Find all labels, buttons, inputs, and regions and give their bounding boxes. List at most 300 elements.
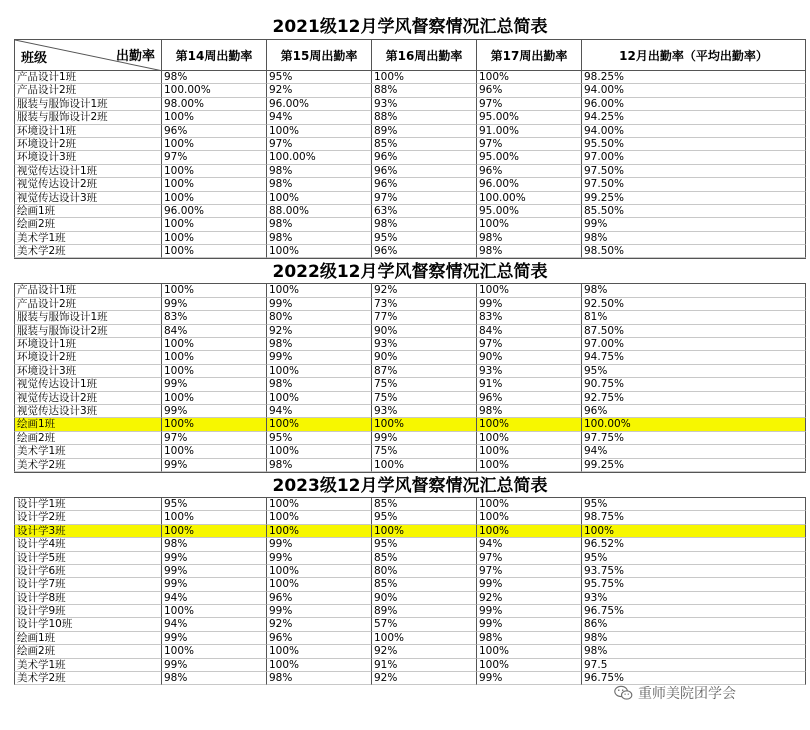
rate-cell: 100% — [162, 111, 267, 124]
class-name-cell: 环境设计1班 — [14, 125, 162, 138]
rate-cell: 99% — [267, 351, 372, 364]
rate-cell: 100.00% — [162, 84, 267, 97]
table-row — [14, 538, 806, 551]
rate-cell: 98.50% — [582, 245, 806, 258]
rate-cell: 90% — [477, 351, 582, 364]
rate-cell: 92% — [372, 645, 477, 658]
rate-cell: 97.5 — [582, 659, 806, 672]
rate-cell: 94% — [477, 538, 582, 551]
rate-cell: 73% — [372, 298, 477, 311]
class-name-cell: 产品设计1班 — [14, 284, 162, 297]
rate-cell: 96% — [582, 405, 806, 418]
rate-cell: 96% — [372, 245, 477, 258]
class-name-cell: 环境设计2班 — [14, 138, 162, 151]
rate-cell: 93.75% — [582, 565, 806, 578]
rate-cell: 100% — [477, 284, 582, 297]
rate-cell: 90.75% — [582, 378, 806, 391]
rate-cell: 100% — [267, 125, 372, 138]
rate-cell: 95% — [582, 552, 806, 565]
section-title: 2021级12月学风督察情况汇总简表 — [14, 14, 806, 40]
rate-cell: 84% — [162, 325, 267, 338]
rate-cell: 94% — [582, 445, 806, 458]
rate-cell: 100% — [162, 338, 267, 351]
class-name-cell: 绘画2班 — [14, 645, 162, 658]
rate-cell: 97.50% — [582, 165, 806, 178]
rate-cell: 100% — [162, 445, 267, 458]
rate-cell: 100% — [477, 432, 582, 445]
rate-cell: 96.00% — [582, 98, 806, 111]
rate-cell: 98% — [582, 284, 806, 297]
column-header: 第16周出勤率 — [372, 40, 477, 70]
rate-cell: 100% — [372, 71, 477, 84]
rate-cell: 98.00% — [162, 98, 267, 111]
rate-cell: 92% — [372, 672, 477, 685]
table-row — [14, 232, 806, 245]
class-name-cell: 环境设计1班 — [14, 338, 162, 351]
rate-cell: 100% — [477, 445, 582, 458]
rate-cell: 92% — [267, 618, 372, 631]
column-header: 12月出勤率（平均出勤率） — [582, 40, 806, 70]
table-row — [14, 511, 806, 524]
rate-cell: 99% — [267, 538, 372, 551]
class-name-cell: 设计学7班 — [14, 578, 162, 591]
rate-cell: 99% — [162, 298, 267, 311]
rate-cell: 75% — [372, 392, 477, 405]
rate-cell: 100% — [162, 284, 267, 297]
section-2023-rows — [14, 498, 806, 685]
rate-cell: 95% — [372, 511, 477, 524]
table-row — [14, 71, 806, 84]
table-row — [14, 632, 806, 645]
rate-cell: 100% — [162, 232, 267, 245]
table-row — [14, 205, 806, 218]
rate-cell: 95.00% — [477, 151, 582, 164]
table-row — [14, 218, 806, 231]
table-row — [14, 365, 806, 378]
rate-cell: 96.00% — [477, 178, 582, 191]
rate-cell: 100% — [582, 525, 806, 538]
rate-label: 出勤率 — [115, 49, 155, 64]
rate-cell: 99% — [477, 672, 582, 685]
table-row — [14, 618, 806, 631]
rate-cell: 97.00% — [582, 338, 806, 351]
table-row — [14, 405, 806, 418]
watermark — [614, 683, 736, 703]
rate-cell: 96% — [372, 151, 477, 164]
rate-cell: 98% — [582, 232, 806, 245]
rate-cell: 99% — [162, 552, 267, 565]
rate-cell: 98.25% — [582, 71, 806, 84]
rate-cell: 93% — [372, 405, 477, 418]
rate-cell: 98% — [267, 338, 372, 351]
rate-cell: 98% — [582, 632, 806, 645]
class-name-cell: 视觉传达设计2班 — [14, 178, 162, 191]
table-row — [14, 418, 806, 431]
rate-cell: 85% — [372, 498, 477, 511]
table-row — [14, 552, 806, 565]
rate-cell: 83% — [162, 311, 267, 324]
column-header: 第15周出勤率 — [267, 40, 372, 70]
rate-cell: 97% — [477, 98, 582, 111]
section-2021-rows — [14, 71, 806, 258]
rate-cell: 98% — [162, 672, 267, 685]
rate-cell: 96% — [267, 592, 372, 605]
rate-cell: 99% — [477, 298, 582, 311]
rate-cell: 92% — [477, 592, 582, 605]
rate-cell: 97% — [267, 138, 372, 151]
rate-cell: 98% — [582, 645, 806, 658]
table-row — [14, 125, 806, 138]
rate-cell: 95.00% — [477, 111, 582, 124]
rate-cell: 98% — [267, 232, 372, 245]
rate-cell: 98% — [162, 538, 267, 551]
class-name-cell: 服装与服饰设计1班 — [14, 98, 162, 111]
table-row — [14, 98, 806, 111]
class-name-cell: 设计学4班 — [14, 538, 162, 551]
rate-cell: 90% — [372, 351, 477, 364]
rate-cell: 100% — [162, 605, 267, 618]
attendance-sheet — [14, 14, 806, 685]
class-name-cell: 服装与服饰设计2班 — [14, 111, 162, 124]
rate-cell: 98% — [477, 405, 582, 418]
class-name-cell: 环境设计2班 — [14, 351, 162, 364]
rate-cell: 97.00% — [582, 151, 806, 164]
rate-cell: 100% — [267, 245, 372, 258]
rate-cell: 97% — [477, 565, 582, 578]
table-row — [14, 392, 806, 405]
rate-cell: 97% — [162, 432, 267, 445]
rate-cell: 75% — [372, 445, 477, 458]
rate-cell: 100% — [477, 418, 582, 431]
table-row — [14, 311, 806, 324]
rate-cell: 98% — [477, 632, 582, 645]
class-name-cell: 视觉传达设计2班 — [14, 392, 162, 405]
column-header: 第17周出勤率 — [477, 40, 582, 70]
rate-cell: 98% — [267, 165, 372, 178]
class-name-cell: 环境设计3班 — [14, 365, 162, 378]
table-row — [14, 378, 806, 391]
rate-cell: 97% — [372, 192, 477, 205]
rate-cell: 99% — [162, 405, 267, 418]
rate-cell: 96% — [477, 392, 582, 405]
rate-cell: 100% — [162, 392, 267, 405]
class-name-cell: 服装与服饰设计1班 — [14, 311, 162, 324]
rate-cell: 100% — [477, 511, 582, 524]
rate-cell: 100% — [162, 218, 267, 231]
rate-cell: 98% — [372, 218, 477, 231]
rate-cell: 100% — [162, 138, 267, 151]
rate-cell: 100% — [267, 498, 372, 511]
class-name-cell: 设计学1班 — [14, 498, 162, 511]
rate-cell: 94% — [267, 405, 372, 418]
table-row — [14, 298, 806, 311]
class-name-cell: 绘画2班 — [14, 432, 162, 445]
class-name-cell: 绘画1班 — [14, 632, 162, 645]
rate-cell: 94.00% — [582, 125, 806, 138]
rate-cell: 100% — [267, 365, 372, 378]
rate-cell: 100% — [162, 365, 267, 378]
rate-cell: 81% — [582, 311, 806, 324]
rate-cell: 95% — [267, 71, 372, 84]
rate-cell: 99% — [162, 565, 267, 578]
rate-cell: 100% — [372, 459, 477, 472]
table-row — [14, 84, 806, 97]
rate-cell: 80% — [372, 565, 477, 578]
rate-cell: 100% — [162, 165, 267, 178]
rate-cell: 87.50% — [582, 325, 806, 338]
rate-cell: 92% — [267, 84, 372, 97]
rate-cell: 94% — [162, 592, 267, 605]
rate-cell: 100.00% — [582, 418, 806, 431]
class-name-cell: 视觉传达设计1班 — [14, 378, 162, 391]
rate-cell: 95% — [372, 538, 477, 551]
rate-cell: 96% — [162, 125, 267, 138]
rate-cell: 100% — [477, 218, 582, 231]
table-row — [14, 498, 806, 511]
rate-cell: 98% — [267, 459, 372, 472]
rate-cell: 100% — [372, 632, 477, 645]
class-name-cell: 产品设计1班 — [14, 71, 162, 84]
table-row — [14, 325, 806, 338]
class-name-cell: 产品设计2班 — [14, 84, 162, 97]
rate-cell: 100% — [477, 525, 582, 538]
class-label: 班级 — [21, 51, 48, 66]
rate-cell: 93% — [372, 338, 477, 351]
table-row — [14, 151, 806, 164]
rate-cell: 95% — [582, 365, 806, 378]
rate-cell: 84% — [477, 325, 582, 338]
rate-cell: 80% — [267, 311, 372, 324]
rate-cell: 89% — [372, 605, 477, 618]
rate-cell: 99% — [267, 605, 372, 618]
class-name-cell: 视觉传达设计3班 — [14, 405, 162, 418]
rate-cell: 96% — [372, 178, 477, 191]
table-row — [14, 165, 806, 178]
class-name-cell: 设计学3班 — [14, 525, 162, 538]
rate-cell: 98% — [267, 672, 372, 685]
rate-cell: 97% — [477, 552, 582, 565]
rate-cell: 92.75% — [582, 392, 806, 405]
rate-cell: 99% — [267, 552, 372, 565]
rate-cell: 98% — [477, 232, 582, 245]
table-row — [14, 605, 806, 618]
rate-cell: 100% — [162, 511, 267, 524]
class-name-cell: 美术学2班 — [14, 672, 162, 685]
rate-cell: 83% — [477, 311, 582, 324]
rate-cell: 85.50% — [582, 205, 806, 218]
rate-cell: 96% — [372, 165, 477, 178]
rate-cell: 100% — [162, 645, 267, 658]
class-name-cell: 环境设计3班 — [14, 151, 162, 164]
rate-cell: 100% — [372, 525, 477, 538]
rate-cell: 97% — [162, 151, 267, 164]
rate-cell: 95% — [162, 498, 267, 511]
rate-cell: 100% — [162, 351, 267, 364]
class-name-cell: 设计学9班 — [14, 605, 162, 618]
rate-cell: 100.00% — [267, 151, 372, 164]
rate-cell: 100% — [372, 418, 477, 431]
rate-cell: 97% — [477, 138, 582, 151]
rate-cell: 100% — [267, 192, 372, 205]
rate-cell: 94.00% — [582, 84, 806, 97]
rate-cell: 100% — [267, 565, 372, 578]
rate-cell: 100% — [477, 71, 582, 84]
rate-cell: 63% — [372, 205, 477, 218]
rate-cell: 100% — [267, 659, 372, 672]
rate-cell: 85% — [372, 578, 477, 591]
rate-cell: 99% — [477, 605, 582, 618]
rate-cell: 85% — [372, 552, 477, 565]
rate-cell: 94.75% — [582, 351, 806, 364]
rate-cell: 95.75% — [582, 578, 806, 591]
rate-cell: 99% — [582, 218, 806, 231]
rate-cell: 87% — [372, 365, 477, 378]
class-name-cell: 设计学8班 — [14, 592, 162, 605]
rate-cell: 98% — [477, 245, 582, 258]
class-name-cell: 产品设计2班 — [14, 298, 162, 311]
rate-cell: 100% — [267, 284, 372, 297]
table-row — [14, 432, 806, 445]
table-row — [14, 565, 806, 578]
rate-cell: 100% — [162, 418, 267, 431]
rate-cell: 96.00% — [162, 205, 267, 218]
rate-cell: 100% — [162, 525, 267, 538]
rate-cell: 93% — [582, 592, 806, 605]
class-name-cell: 视觉传达设计3班 — [14, 192, 162, 205]
rate-cell: 96.75% — [582, 605, 806, 618]
section-title: 2022级12月学风督察情况汇总简表 — [14, 258, 806, 284]
rate-cell: 77% — [372, 311, 477, 324]
rate-cell: 99% — [162, 632, 267, 645]
class-name-cell: 设计学10班 — [14, 618, 162, 631]
table-row — [14, 192, 806, 205]
rate-cell: 100% — [162, 192, 267, 205]
rate-cell: 91% — [477, 378, 582, 391]
table-row — [14, 525, 806, 538]
class-name-cell: 美术学1班 — [14, 659, 162, 672]
rate-cell: 57% — [372, 618, 477, 631]
rate-cell: 88% — [372, 84, 477, 97]
table-row — [14, 178, 806, 191]
class-name-cell: 绘画1班 — [14, 418, 162, 431]
rate-cell: 99% — [477, 618, 582, 631]
rate-cell: 94.25% — [582, 111, 806, 124]
rate-cell: 96.52% — [582, 538, 806, 551]
rate-cell: 100% — [267, 418, 372, 431]
rate-cell: 91.00% — [477, 125, 582, 138]
rate-cell: 94% — [162, 618, 267, 631]
rate-cell: 100% — [477, 459, 582, 472]
table-row — [14, 338, 806, 351]
column-header: 第14周出勤率 — [162, 40, 267, 70]
rate-cell: 96% — [477, 165, 582, 178]
rate-cell: 99% — [162, 659, 267, 672]
class-name-cell: 设计学2班 — [14, 511, 162, 524]
rate-cell: 96.75% — [582, 672, 806, 685]
wechat-icon — [614, 685, 633, 701]
class-name-cell: 设计学6班 — [14, 565, 162, 578]
rate-cell: 100% — [267, 645, 372, 658]
table-row — [14, 659, 806, 672]
class-name-cell: 美术学1班 — [14, 445, 162, 458]
rate-cell: 100% — [267, 445, 372, 458]
rate-cell: 99% — [162, 378, 267, 391]
rate-cell: 98% — [267, 218, 372, 231]
rate-cell: 90% — [372, 592, 477, 605]
table-row — [14, 111, 806, 124]
rate-cell: 99% — [372, 432, 477, 445]
class-name-cell: 服装与服饰设计2班 — [14, 325, 162, 338]
rate-cell: 75% — [372, 378, 477, 391]
rate-cell: 98.75% — [582, 511, 806, 524]
header-corner-cell — [14, 40, 162, 70]
rate-cell: 100% — [477, 659, 582, 672]
rate-cell: 96.00% — [267, 98, 372, 111]
rate-cell: 91% — [372, 659, 477, 672]
table-row — [14, 592, 806, 605]
class-name-cell: 视觉传达设计1班 — [14, 165, 162, 178]
rate-cell: 100% — [267, 392, 372, 405]
rate-cell: 100% — [162, 245, 267, 258]
rate-cell: 92.50% — [582, 298, 806, 311]
rate-cell: 92% — [267, 325, 372, 338]
table-row — [14, 445, 806, 458]
rate-cell: 95% — [582, 498, 806, 511]
rate-cell: 86% — [582, 618, 806, 631]
table-row — [14, 245, 806, 258]
rate-cell: 93% — [477, 365, 582, 378]
rate-cell: 92% — [372, 284, 477, 297]
rate-cell: 89% — [372, 125, 477, 138]
rate-cell: 99.25% — [582, 192, 806, 205]
rate-cell: 95% — [372, 232, 477, 245]
rate-cell: 88% — [372, 111, 477, 124]
rate-cell: 99% — [267, 298, 372, 311]
rate-cell: 95.00% — [477, 205, 582, 218]
rate-cell: 97.75% — [582, 432, 806, 445]
rate-cell: 98% — [267, 178, 372, 191]
rate-cell: 85% — [372, 138, 477, 151]
table-row — [14, 138, 806, 151]
table-row — [14, 578, 806, 591]
rate-cell: 96% — [267, 632, 372, 645]
table-row — [14, 284, 806, 297]
rate-cell: 100.00% — [477, 192, 582, 205]
rate-cell: 98% — [267, 378, 372, 391]
class-name-cell: 绘画1班 — [14, 205, 162, 218]
rate-cell: 97% — [477, 338, 582, 351]
rate-cell: 95.50% — [582, 138, 806, 151]
rate-cell: 100% — [267, 511, 372, 524]
rate-cell: 97.50% — [582, 178, 806, 191]
rate-cell: 96% — [477, 84, 582, 97]
rate-cell: 93% — [372, 98, 477, 111]
class-name-cell: 绘画2班 — [14, 218, 162, 231]
class-name-cell: 美术学2班 — [14, 459, 162, 472]
rate-cell: 99% — [477, 578, 582, 591]
table-row — [14, 459, 806, 472]
rate-cell: 94% — [267, 111, 372, 124]
rate-cell: 88.00% — [267, 205, 372, 218]
class-name-cell: 美术学1班 — [14, 232, 162, 245]
rate-cell: 100% — [267, 525, 372, 538]
section-2022-rows — [14, 284, 806, 471]
class-name-cell: 美术学2班 — [14, 245, 162, 258]
rate-cell: 90% — [372, 325, 477, 338]
rate-cell: 98% — [162, 71, 267, 84]
section-title: 2023级12月学风督察情况汇总简表 — [14, 472, 806, 498]
rate-cell: 95% — [267, 432, 372, 445]
